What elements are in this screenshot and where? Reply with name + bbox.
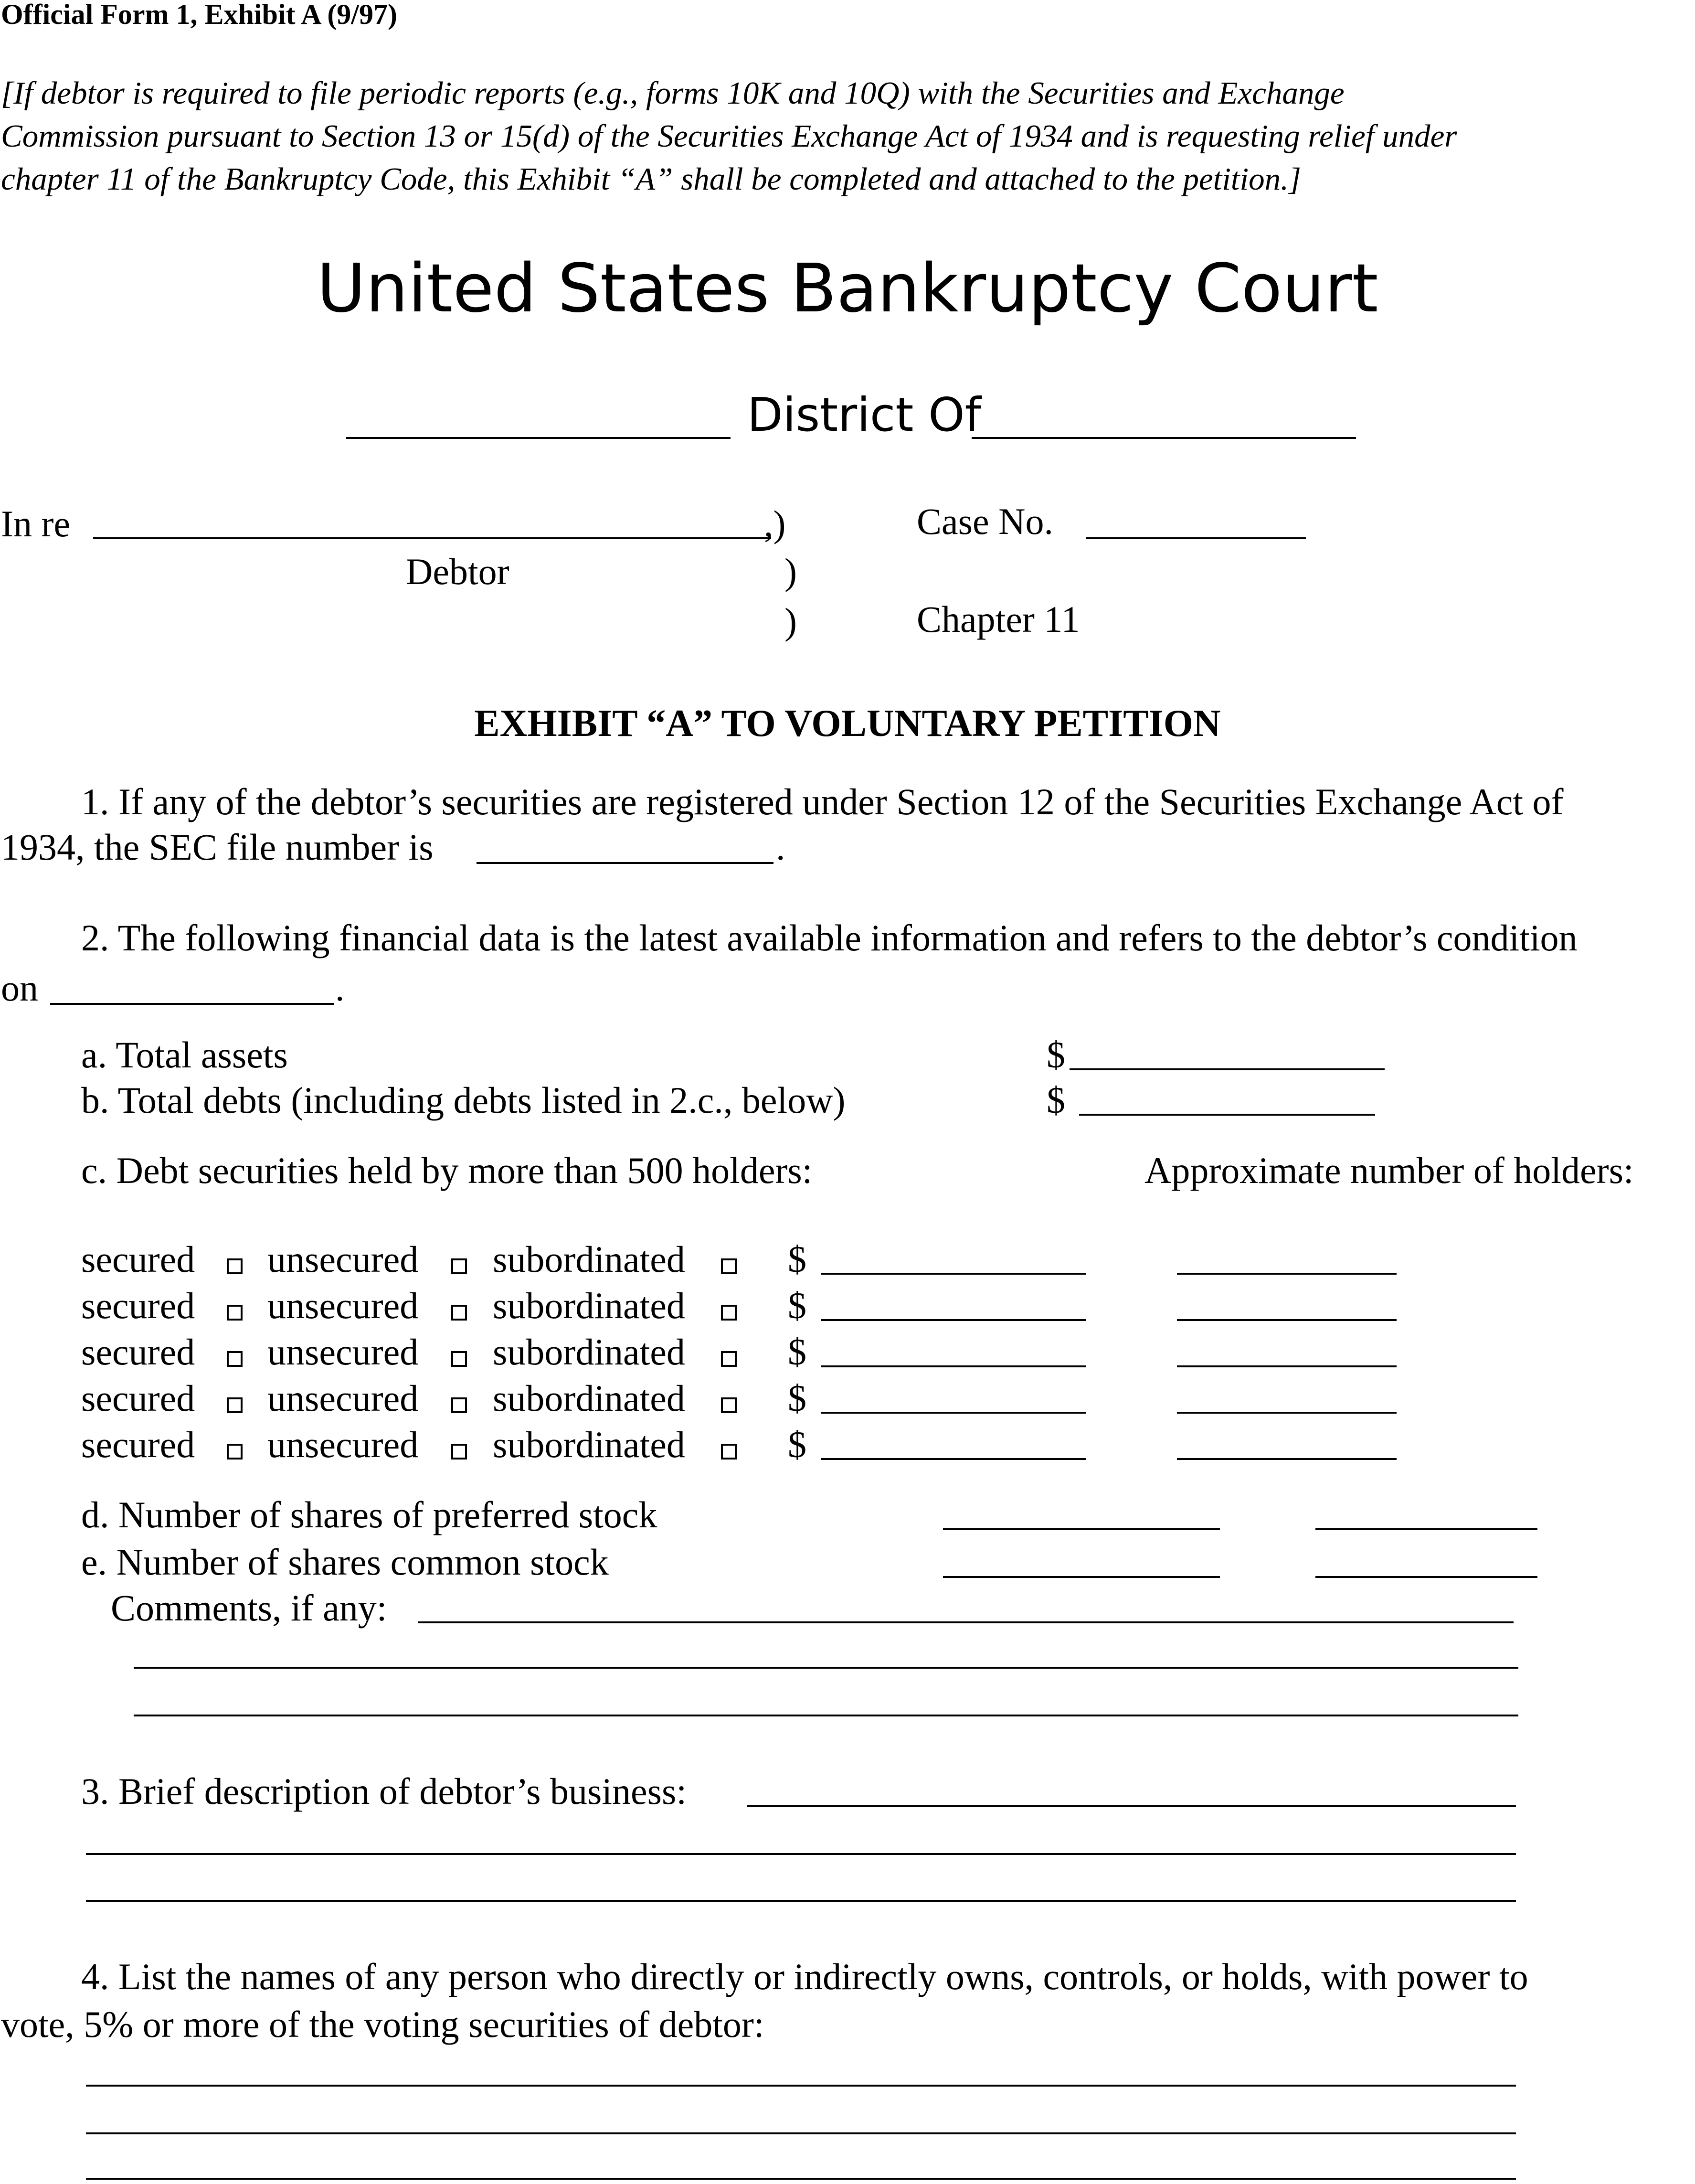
unsecured-checkbox[interactable] [451, 1258, 467, 1274]
secured-label: secured [81, 1377, 195, 1419]
debtor-name-field[interactable] [93, 537, 771, 539]
common-stock-field-1[interactable] [943, 1576, 1220, 1578]
caption-paren-3: ) [784, 600, 797, 642]
subordinated-checkbox[interactable] [721, 1305, 737, 1321]
district-label: District Of [747, 388, 981, 442]
common-stock-field-2[interactable] [1315, 1576, 1537, 1578]
condition-date-field[interactable] [50, 1003, 334, 1005]
subordinated-checkbox[interactable] [721, 1351, 737, 1367]
unsecured-label: unsecured [267, 1331, 419, 1373]
subordinated-label: subordinated [493, 1238, 685, 1280]
subordinated-checkbox[interactable] [721, 1397, 737, 1413]
common-stock-label: e. Number of shares common stock [81, 1541, 609, 1583]
subordinated-checkbox[interactable] [721, 1444, 737, 1460]
voting-holders-field-1[interactable] [86, 2085, 1516, 2087]
secured-checkbox[interactable] [227, 1444, 243, 1460]
debtor-label: Debtor [406, 551, 509, 592]
caption-paren-1: ,) [764, 503, 786, 544]
business-description-field-2[interactable] [86, 1853, 1516, 1855]
business-description-label: 3. Brief description of debtor’s business: [81, 1770, 687, 1812]
comments-field-3[interactable] [134, 1715, 1518, 1716]
total-debts-field[interactable] [1079, 1114, 1375, 1116]
unsecured-checkbox[interactable] [451, 1397, 467, 1413]
caption-paren-2: ) [784, 551, 797, 592]
comments-field-2[interactable] [134, 1667, 1518, 1669]
instructions-line-1: [If debtor is required to file periodic reports (e.g., forms 10K and 10Q) with the Securities and Exchange [1, 75, 1345, 111]
item1-line-1: 1. If any of the debtor’s securities are registered under Section 12 of the Securities Exchange Act of [81, 781, 1564, 822]
form-identifier: Official Form 1, Exhibit A (9/97) [1, 0, 397, 30]
holders-field[interactable] [1177, 1273, 1397, 1275]
amount-field[interactable] [821, 1412, 1086, 1414]
in-re-label: In re [1, 503, 71, 544]
holders-field[interactable] [1177, 1365, 1397, 1367]
preferred-stock-field-1[interactable] [943, 1528, 1220, 1530]
secured-checkbox[interactable] [227, 1397, 243, 1413]
secured-checkbox[interactable] [227, 1305, 243, 1321]
debt-securities-label: c. Debt securities held by more than 500 holders: [81, 1150, 813, 1191]
secured-checkbox[interactable] [227, 1258, 243, 1274]
item2-line-1: 2. The following financial data is the latest available information and refers to the debtor’s condition [81, 917, 1578, 959]
amount-field[interactable] [821, 1319, 1086, 1321]
comments-label: Comments, if any: [111, 1587, 387, 1629]
unsecured-checkbox[interactable] [451, 1351, 467, 1367]
subordinated-label: subordinated [493, 1285, 685, 1326]
item4-line-1: 4. List the names of any person who directly or indirectly owns, controls, or holds, with power to [81, 1956, 1528, 1997]
court-title: United States Bankruptcy Court [317, 250, 1378, 328]
amount-field[interactable] [821, 1273, 1086, 1275]
secured-label: secured [81, 1285, 195, 1326]
secured-checkbox[interactable] [227, 1351, 243, 1367]
total-assets-field[interactable] [1070, 1068, 1385, 1070]
chapter-label: Chapter 11 [917, 598, 1080, 640]
holders-field[interactable] [1177, 1319, 1397, 1321]
sec-file-number-field[interactable] [477, 862, 773, 864]
subordinated-label: subordinated [493, 1377, 685, 1419]
item1-line-2: 1934, the SEC file number is [1, 826, 434, 868]
unsecured-label: unsecured [267, 1424, 419, 1465]
total-assets-dollar: $ [1047, 1034, 1065, 1076]
business-description-field-3[interactable] [86, 1900, 1516, 1902]
voting-holders-field-2[interactable] [86, 2132, 1516, 2134]
total-debts-dollar: $ [1047, 1079, 1065, 1121]
unsecured-label: unsecured [267, 1238, 419, 1280]
secured-label: secured [81, 1238, 195, 1280]
instructions-line-3: chapter 11 of the Bankruptcy Code, this Exhibit “A” shall be completed and attached to the petition.] [1, 161, 1301, 197]
amount-dollar: $ [788, 1238, 806, 1280]
subordinated-label: subordinated [493, 1331, 685, 1373]
unsecured-checkbox[interactable] [451, 1305, 467, 1321]
unsecured-label: unsecured [267, 1285, 419, 1326]
voting-holders-field-3[interactable] [86, 2178, 1516, 2180]
comments-field-1[interactable] [418, 1621, 1514, 1623]
holders-label: Approximate number of holders: [1144, 1150, 1634, 1191]
case-no-label: Case No. [917, 501, 1053, 542]
subordinated-label: subordinated [493, 1424, 685, 1465]
preferred-stock-field-2[interactable] [1315, 1528, 1537, 1530]
item2-period: . [335, 967, 345, 1009]
subordinated-checkbox[interactable] [721, 1258, 737, 1274]
item4-line-2: vote, 5% or more of the voting securities of debtor: [1, 2003, 764, 2045]
amount-dollar: $ [788, 1331, 806, 1373]
preferred-stock-label: d. Number of shares of preferred stock [81, 1494, 657, 1535]
holders-field[interactable] [1177, 1412, 1397, 1414]
business-description-field-1[interactable] [747, 1805, 1516, 1807]
item2-line-2: on [1, 967, 38, 1009]
total-debts-label: b. Total debts (including debts listed in 2.c., below) [81, 1079, 846, 1121]
amount-dollar: $ [788, 1377, 806, 1419]
instructions-line-2: Commission pursuant to Section 13 or 15(d) of the Securities Exchange Act of 1934 and is requesting relief under [1, 118, 1457, 154]
amount-dollar: $ [788, 1285, 806, 1326]
item1-period: . [776, 826, 785, 868]
total-assets-label: a. Total assets [81, 1034, 288, 1076]
unsecured-checkbox[interactable] [451, 1444, 467, 1460]
amount-field[interactable] [821, 1458, 1086, 1460]
district-right-field[interactable] [972, 437, 1356, 439]
secured-label: secured [81, 1331, 195, 1373]
district-left-field[interactable] [346, 437, 731, 439]
secured-label: secured [81, 1424, 195, 1465]
case-no-field[interactable] [1086, 537, 1306, 539]
exhibit-heading: EXHIBIT “A” TO VOLUNTARY PETITION [474, 703, 1221, 745]
amount-field[interactable] [821, 1365, 1086, 1367]
unsecured-label: unsecured [267, 1377, 419, 1419]
amount-dollar: $ [788, 1424, 806, 1465]
holders-field[interactable] [1177, 1458, 1397, 1460]
